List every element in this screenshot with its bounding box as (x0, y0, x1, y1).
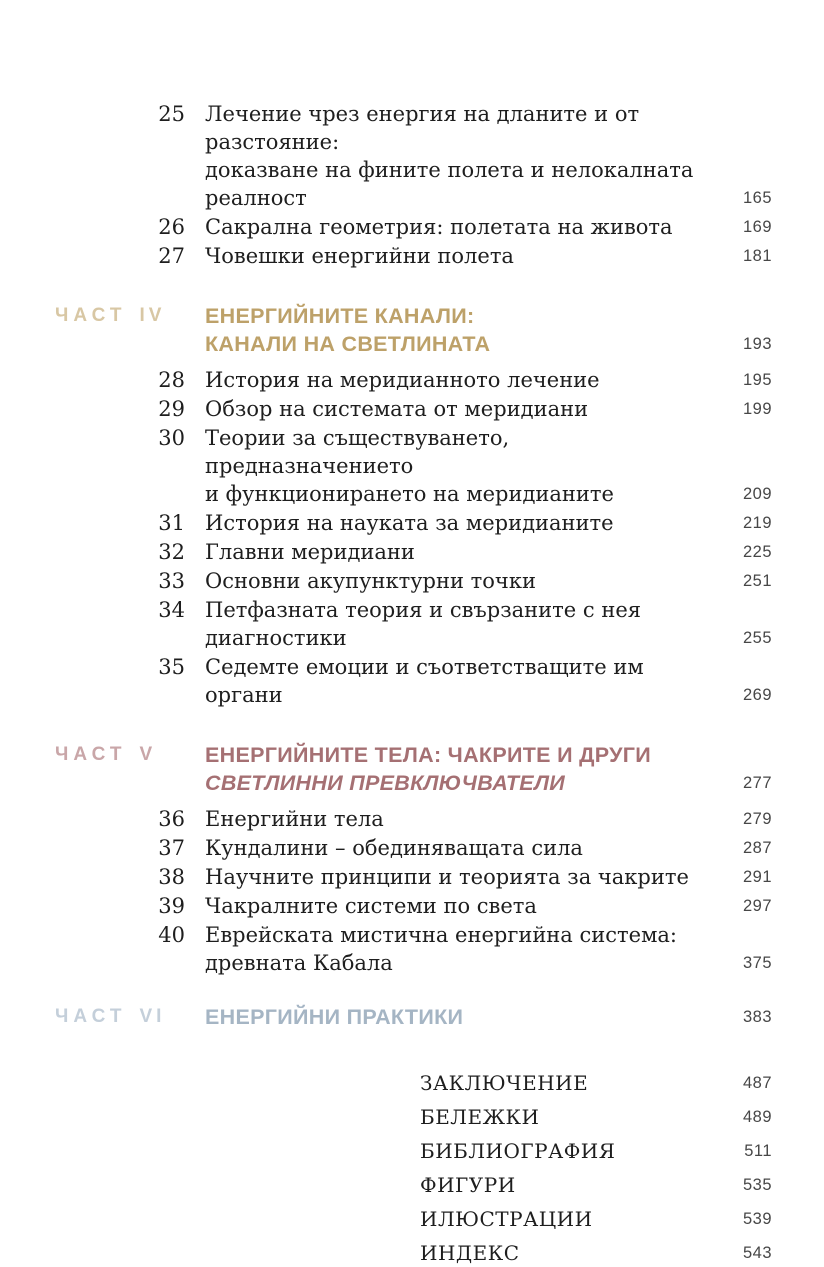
chapter-title: Кундалини – обединяващата сила (205, 836, 583, 860)
page-number: 269 (742, 686, 772, 704)
chapter-number: 34 (158, 598, 185, 622)
part-title-cont: СВЕТЛИННИ ПРЕВКЛЮЧВАТЕЛИ (205, 771, 566, 795)
page-number: 209 (742, 485, 772, 503)
chapter-number: 36 (158, 807, 185, 831)
chapter-title: Еврейската мистична енергийна система: (205, 923, 677, 947)
chapter-number: 32 (158, 540, 185, 564)
chapter-title-cont: древната Кабала (205, 951, 393, 975)
toc-entry-37 (0, 834, 772, 862)
chapter-number: 30 (158, 426, 185, 450)
toc-entry-27 (0, 242, 772, 270)
chapter-title-cont: и функционирането на меридианите (205, 482, 614, 506)
page-number: 165 (742, 189, 772, 207)
back-matter-label: БЕЛЕЖКИ (420, 1105, 540, 1129)
page-number: 199 (742, 400, 772, 418)
part-title-cont: КАНАЛИ НА СВЕТЛИНАТА (205, 332, 491, 356)
page-number: 287 (742, 839, 772, 857)
chapter-number: 33 (158, 569, 185, 593)
page-number: 279 (742, 810, 772, 828)
page-number: 543 (742, 1244, 772, 1262)
chapter-number: 27 (158, 244, 185, 268)
page-number: 193 (742, 335, 772, 353)
page-number: 251 (742, 572, 772, 590)
toc-entry-38 (0, 863, 772, 891)
page-number: 277 (742, 774, 772, 792)
chapter-number: 29 (158, 397, 185, 421)
part-label (0, 741, 185, 769)
chapter-title: Основни акупунктурни точки (205, 569, 536, 593)
back-matter-row (0, 1137, 772, 1165)
back-matter-row (0, 1171, 772, 1199)
toc-entry-34 (0, 596, 772, 652)
back-matter-label: ЗАКЛЮЧЕНИЕ (420, 1071, 589, 1095)
toc-entry-28 (0, 366, 772, 394)
chapter-number: 38 (158, 865, 185, 889)
back-matter-label: ФИГУРИ (420, 1173, 516, 1197)
part-numeral: IV (139, 305, 166, 326)
toc-entry-26 (0, 213, 772, 241)
chapter-number: 31 (158, 511, 185, 535)
chapter-number: 40 (158, 923, 185, 947)
part-label (0, 302, 185, 330)
page-number: 219 (742, 514, 772, 532)
page-number: 487 (742, 1074, 772, 1092)
chapter-title-cont: доказване на фините полета и нелокалната реалност (205, 158, 694, 210)
toc-entry-30 (0, 424, 772, 508)
chapter-number: 26 (158, 215, 185, 239)
page-number: 535 (742, 1176, 772, 1194)
page-number: 297 (742, 897, 772, 915)
back-matter-section (0, 1069, 772, 1267)
chapter-title: Петфазната теория и свързаните с нея диагностики (205, 598, 642, 650)
page-number: 169 (742, 218, 772, 236)
chapter-title: Научните принципи и теорията за чакрите (205, 865, 689, 889)
part-word: ЧАСТ (55, 1006, 127, 1027)
toc-entry-31 (0, 509, 772, 537)
toc-entry-25 (0, 100, 772, 212)
chapter-title: Човешки енергийни полета (205, 244, 514, 268)
part-title: ЕНЕРГИЙНИТЕ КАНАЛИ: (205, 304, 475, 328)
chapter-title: Обзор на системата от меридиани (205, 397, 589, 421)
toc-entry-33 (0, 567, 772, 595)
back-matter-label: ИНДЕКС (420, 1241, 520, 1265)
back-matter-row (0, 1205, 772, 1233)
back-matter-row (0, 1239, 772, 1267)
toc-entry-35 (0, 653, 772, 709)
toc-entry-40 (0, 921, 772, 977)
chapter-title: Теории за съществуването, предназначението (205, 426, 510, 478)
page-number: 539 (742, 1210, 772, 1228)
chapter-number: 35 (158, 655, 185, 679)
page-number: 383 (742, 1008, 772, 1026)
page-number: 255 (742, 629, 772, 647)
toc-entry-39 (0, 892, 772, 920)
toc-entry-36 (0, 805, 772, 833)
part-iv-header (0, 302, 772, 358)
part-word: ЧАСТ (55, 305, 127, 326)
chapter-title: Седемте емоции и съответстващите им органи (205, 655, 644, 707)
chapter-title: История на науката за меридианите (205, 511, 614, 535)
page-number: 489 (742, 1108, 772, 1126)
page-number: 375 (742, 954, 772, 972)
chapter-title: Лечение чрез енергия на дланите и от разстояние: (205, 102, 640, 154)
chapter-title: Главни меридиани (205, 540, 415, 564)
part-label (0, 1003, 185, 1031)
page-number: 195 (742, 371, 772, 389)
part-word: ЧАСТ (55, 744, 127, 765)
back-matter-row (0, 1069, 772, 1097)
chapter-number: 25 (158, 102, 185, 126)
page-number: 511 (744, 1142, 772, 1160)
back-matter-label: ИЛЮСТРАЦИИ (420, 1207, 593, 1231)
part-numeral: VI (139, 1006, 166, 1027)
chapter-title: Сакрална геометрия: полетата на живота (205, 215, 673, 239)
part-vi-header (0, 1003, 772, 1031)
page-number: 225 (742, 543, 772, 561)
back-matter-row (0, 1103, 772, 1131)
toc-entry-29 (0, 395, 772, 423)
chapter-title: Чакралните системи по света (205, 894, 537, 918)
chapter-title: Енергийни тела (205, 807, 384, 831)
chapter-number: 28 (158, 368, 185, 392)
part-title: ЕНЕРГИЙНИТЕ ТЕЛА: ЧАКРИТЕ И ДРУГИ (205, 743, 651, 767)
chapter-number: 37 (158, 836, 185, 860)
chapter-title: История на меридианното лечение (205, 368, 600, 392)
page-number: 181 (742, 247, 772, 265)
chapter-number: 39 (158, 894, 185, 918)
part-v-header (0, 741, 772, 797)
page-number: 291 (742, 868, 772, 886)
part-numeral: V (139, 744, 157, 765)
toc-entry-32 (0, 538, 772, 566)
back-matter-label: БИБЛИОГРАФИЯ (420, 1139, 616, 1163)
part-title: ЕНЕРГИЙНИ ПРАКТИКИ (205, 1005, 464, 1029)
